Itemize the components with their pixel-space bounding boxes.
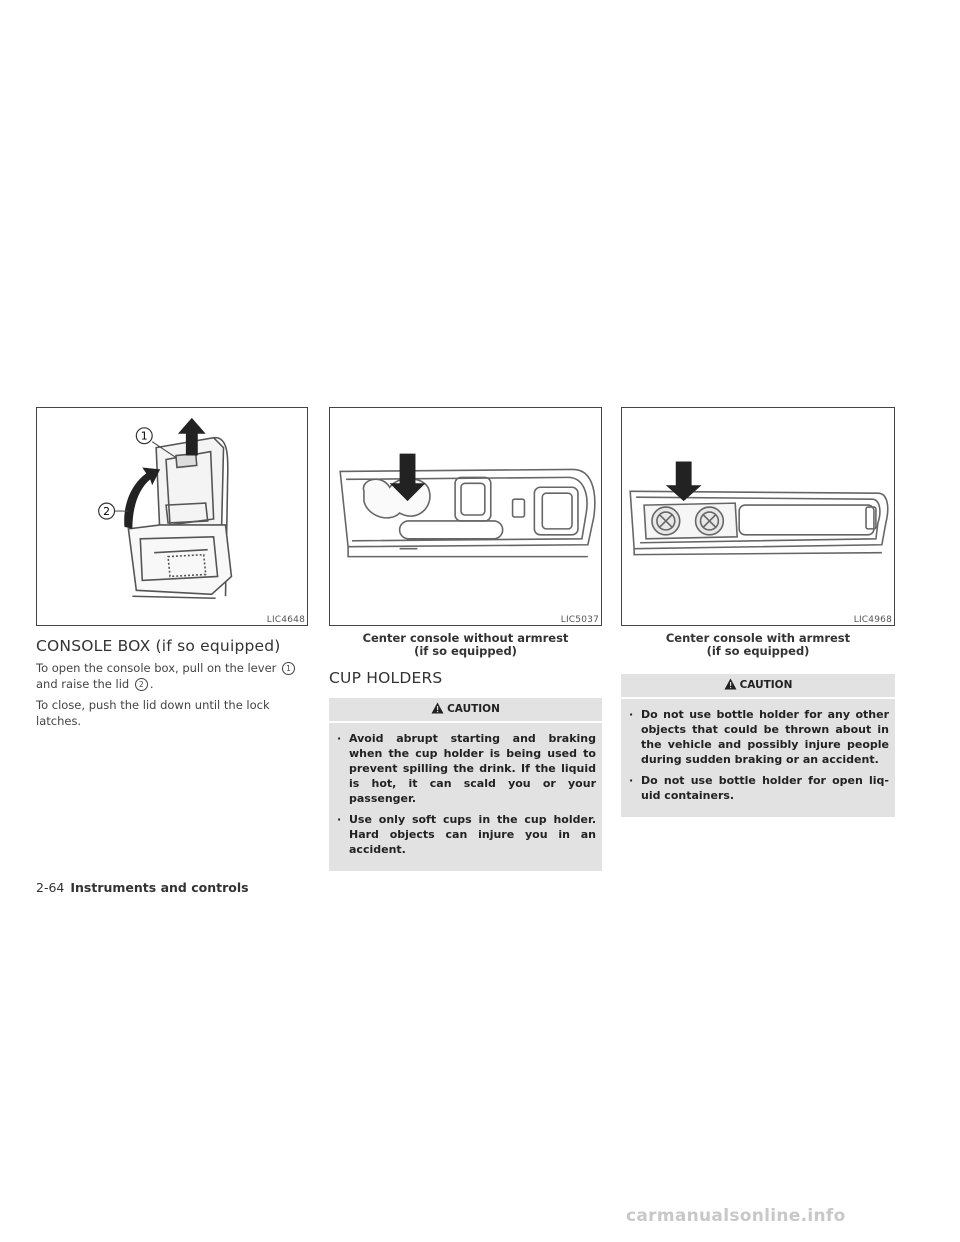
text-part: To open the console box, pull on the lever [36, 661, 277, 675]
caution-title: CAUTION [739, 679, 793, 691]
console-box-column [36, 407, 308, 729]
page-footer [36, 880, 249, 895]
section-title: Instruments and controls [70, 880, 249, 895]
bottle-holders-caution-box [621, 674, 895, 817]
page-number: 2-64 [36, 880, 65, 895]
warning-icon [724, 678, 737, 690]
figure-code: LIC4648 [266, 615, 305, 625]
caution-item: · Do not use bottle holder for open liq-uid containers. [629, 773, 889, 803]
bottle-holders-column [621, 407, 895, 817]
label-2: 2 [103, 505, 111, 519]
console-box-heading: CONSOLE BOX (if so equipped) [36, 637, 281, 655]
caution-header [621, 674, 895, 699]
console-with-armrest-illustration [622, 408, 894, 625]
caution-title: CAUTION [447, 703, 500, 715]
cup-holder-with-armrest-figure [621, 407, 895, 626]
marker-2: 2 [135, 678, 148, 691]
figure-caption [329, 632, 602, 658]
figure-code: LIC5037 [560, 615, 599, 625]
label-1: 1 [140, 429, 148, 443]
caution-list [329, 731, 602, 857]
bottle-holder-arrow-icon [666, 462, 702, 502]
caption-line: Center console with armrest [665, 631, 851, 645]
warning-icon [431, 702, 444, 714]
caption-line: Center console without armrest [362, 631, 569, 645]
caution-item: · Do not use bottle holder for any other objects that could be thrown about in the vehicle and possibly injure people during sudden braking or an accident. [629, 707, 889, 767]
marker-1: 1 [282, 662, 295, 675]
lid-arrow-icon [124, 467, 160, 528]
caution-item: · Avoid abrupt starting and braking when the cup holder is being used to prevent spilling the drink. If the liquid is hot, it can scald you or your passenger. [337, 731, 596, 806]
cup-holders-column [329, 407, 602, 871]
console-box-close-text: To close, push the lid down until the lock latches. [36, 698, 270, 728]
console-without-armrest-illustration [330, 408, 601, 625]
console-box-figure [36, 407, 308, 626]
watermark: carmanualsonline.info [626, 1206, 846, 1226]
cup-holders-caution-box [329, 698, 602, 871]
console-box-open-text [36, 661, 308, 692]
caution-item: · Use only soft cups in the cup holder. Hard objects can injure you in an accident. [337, 812, 596, 857]
cup-holder-no-armrest-figure [329, 407, 602, 626]
caution-list [621, 707, 895, 803]
console-box-illustration [37, 408, 307, 625]
caption-line: (if so equipped) [706, 644, 810, 658]
cup-holders-heading: CUP HOLDERS [329, 669, 443, 687]
caption-line: (if so equipped) [414, 644, 517, 658]
caution-header [329, 698, 602, 723]
text-part: and raise the lid [36, 676, 130, 691]
text-part: . [149, 676, 154, 691]
figure-code: LIC4968 [853, 615, 892, 625]
figure-caption [621, 632, 895, 658]
